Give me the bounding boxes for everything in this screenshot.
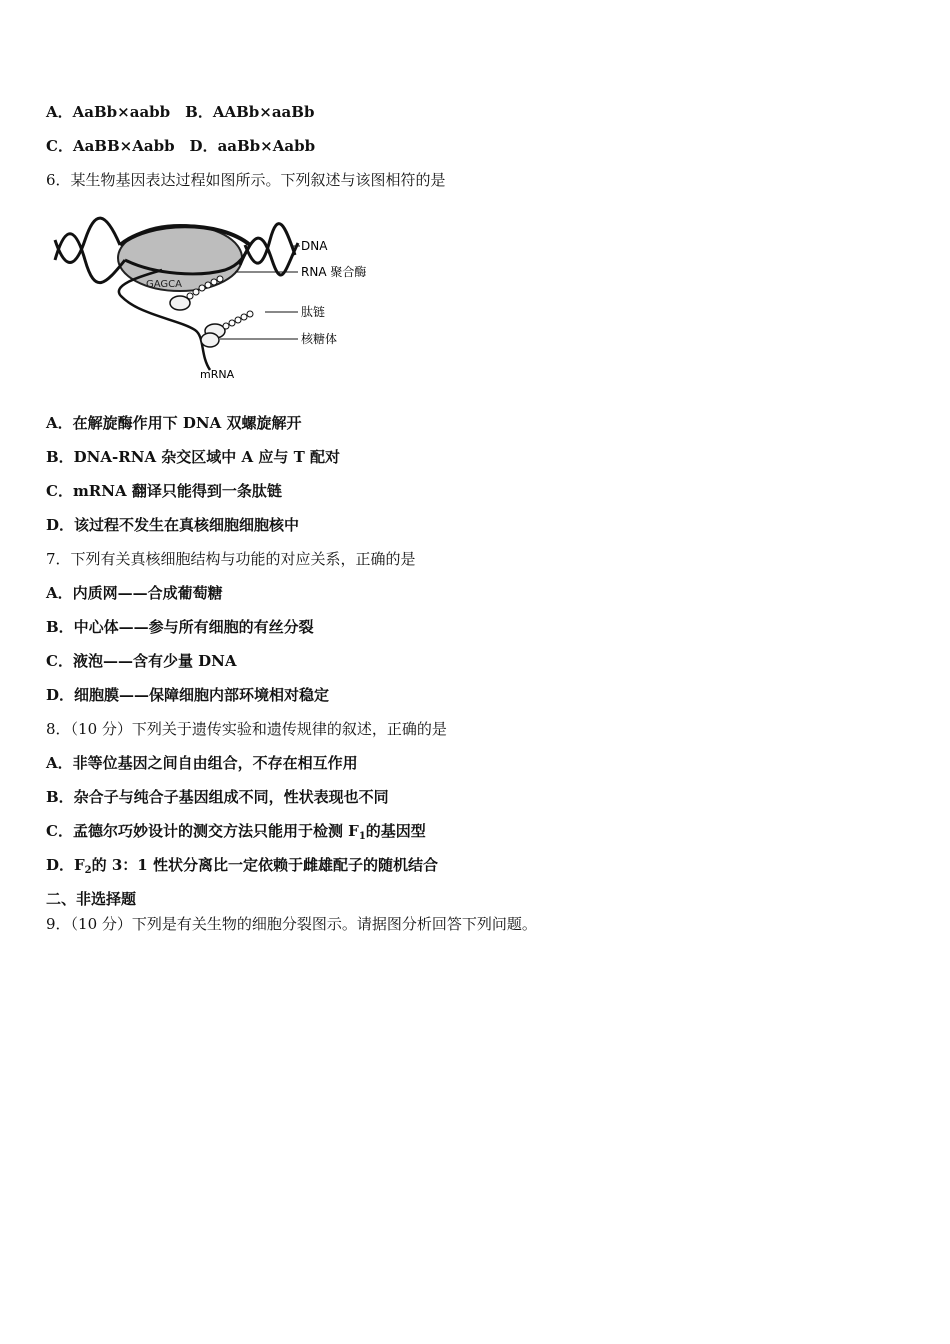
ribosome-1	[170, 296, 190, 310]
q7-option-a: A．内质网——合成葡萄糖	[46, 584, 223, 602]
label-peptide: 肽链	[301, 305, 326, 319]
q8-option-a: A．非等位基因之间自由组合，不存在相互作用	[46, 754, 358, 772]
label-dna: DNA	[301, 239, 328, 253]
dna-strand-left-2	[55, 234, 125, 283]
gene-expression-figure	[50, 215, 390, 390]
q5-options-cd: C．AaBB×Aabb D．aaBb×Aabb	[46, 137, 316, 155]
q7-stem: 7．下列有关真核细胞结构与功能的对应关系，正确的是	[46, 550, 416, 568]
q8-option-b: B．杂合子与纯合子基因组成不同，性状表现也不同	[46, 788, 389, 806]
q6-stem: 6．某生物基因表达过程如图所示。下列叙述与该图相符的是	[46, 171, 446, 189]
ribosome-3	[201, 333, 219, 347]
q8-option-c	[46, 821, 426, 847]
q8-option-d-suffix: 的 3：1 性状分离比一定依赖于雌雄配子的随机结合	[91, 856, 438, 874]
q6-option-c: C．mRNA 翻译只能得到一条肽链	[46, 482, 282, 500]
q7-option-d: D．细胞膜——保障细胞内部环境相对稳定	[46, 686, 330, 704]
q6-option-d: D．该过程不发生在真核细胞细胞核中	[46, 516, 300, 534]
dna-strand-left-1	[55, 218, 120, 262]
label-sequence: GAGCA	[146, 279, 182, 290]
peptide-chain-2	[223, 311, 253, 329]
q7-option-b: B．中心体——参与所有细胞的有丝分裂	[46, 618, 314, 636]
q6-option-a: A．在解旋酶作用下 DNA 双螺旋解开	[46, 414, 302, 432]
q7-option-c: C．液泡——含有少量 DNA	[46, 652, 237, 670]
label-rna-polymerase: RNA 聚合酶	[301, 265, 367, 279]
label-ribosome: 核糖体	[301, 332, 338, 346]
q8-option-d-subscript: 2	[84, 865, 92, 876]
q5-options-ab: A．AaBb×aabb B．AABb×aaBb	[46, 103, 315, 121]
q8-stem: 8．（10 分）下列关于遗传实验和遗传规律的叙述，正确的是	[46, 720, 447, 738]
q8-option-d-prefix: D．F	[46, 856, 85, 874]
q8-option-c-suffix: 的基因型	[365, 822, 426, 840]
q8-option-d	[46, 855, 438, 881]
section-heading: 二、非选择题	[46, 890, 137, 908]
q6-option-b: B．DNA-RNA 杂交区域中 A 应与 T 配对	[46, 448, 340, 466]
q8-option-c-prefix: C．孟德尔巧妙设计的测交方法只能用于检测 F	[46, 822, 359, 840]
q9-stem: 9．（10 分）下列是有关生物的细胞分裂图示。请据图分析回答下列问题。	[46, 915, 537, 933]
q8-option-c-subscript: 1	[358, 831, 366, 842]
label-mrna: mRNA	[200, 368, 235, 381]
